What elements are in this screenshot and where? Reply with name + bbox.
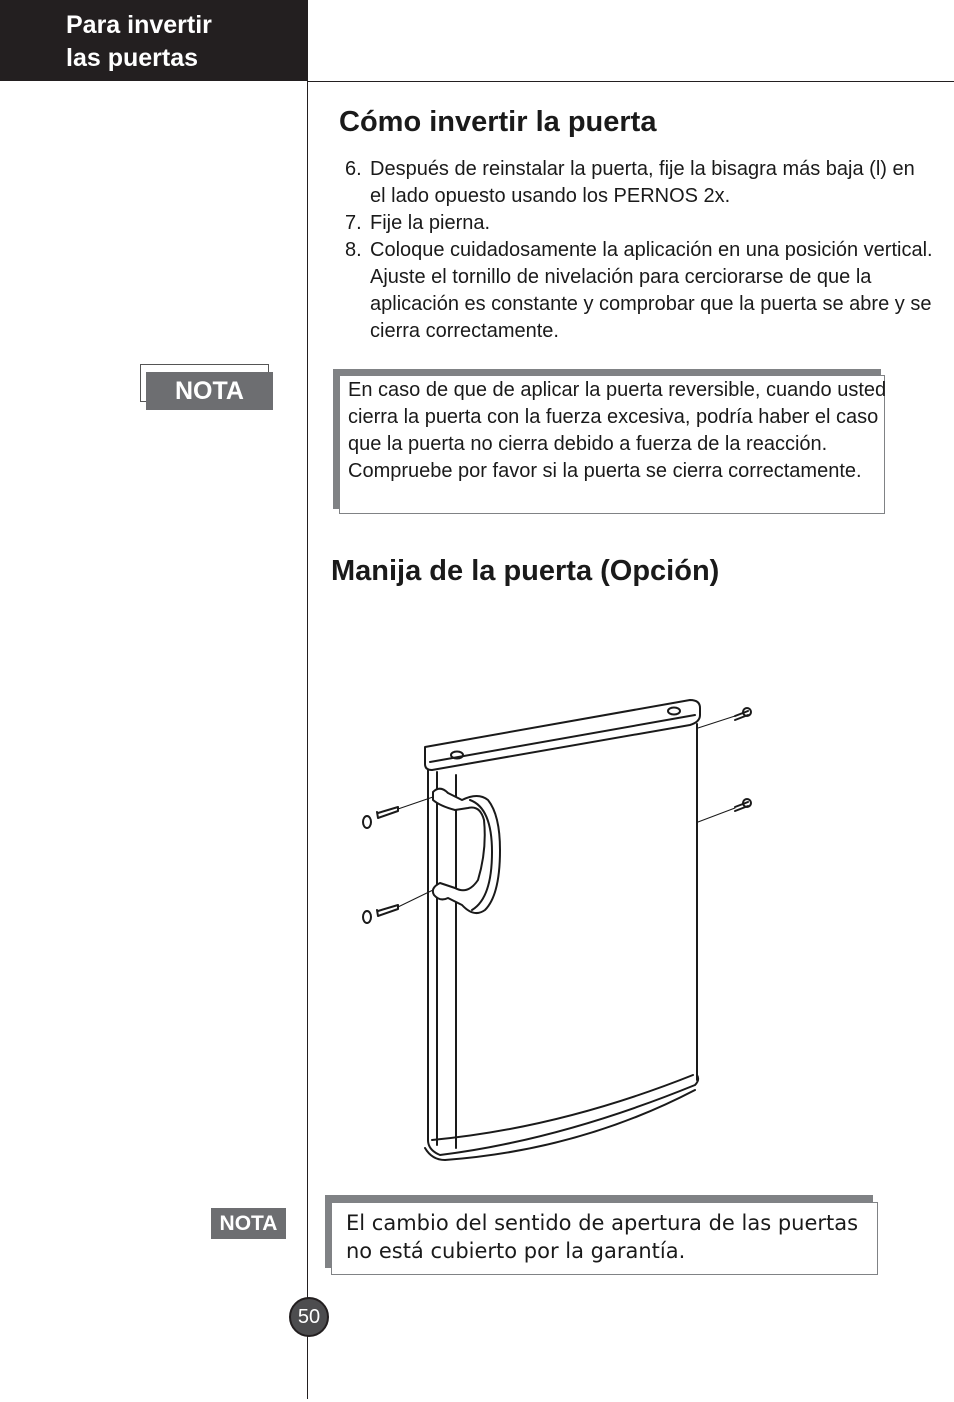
step-item — [345, 210, 935, 237]
margin-rule — [307, 81, 308, 1399]
section-title-line1: Para invertir — [66, 11, 212, 39]
note-label: NOTA — [146, 372, 273, 410]
note-text: En caso de que de aplicar la puerta reversible, cuando usted cierra la puerta con la fuerza excesiva, podría haber el caso que la puerta no cierra debido a fuerza de la reacción. Compruebe por favor si la puerta se cierra correctamente. — [348, 379, 887, 482]
section-header-tab — [0, 0, 308, 81]
step-item — [345, 156, 935, 210]
step-number: 8. — [345, 239, 362, 261]
guide-line-right-bottom — [698, 808, 735, 822]
page-number: 50 — [289, 1297, 329, 1337]
door-body — [428, 724, 697, 1140]
screw-left-bottom — [377, 905, 398, 916]
door-handle — [433, 789, 500, 913]
section-title-line2: las puertas — [66, 44, 199, 72]
door-left-edge — [437, 772, 456, 1148]
steps-list — [345, 156, 935, 345]
washer-left-top — [363, 816, 371, 828]
step-text: Fije la pierna. — [370, 212, 491, 234]
note-label-2: NOTA — [211, 1208, 286, 1239]
guide-line-right-top — [698, 716, 735, 728]
heading-door-handle: Manija de la puerta (Opción) — [331, 555, 720, 587]
header-rule — [308, 81, 954, 82]
door-handle-illustration — [355, 690, 765, 1165]
step-number: 6. — [345, 158, 362, 180]
screw-left-top — [377, 807, 398, 818]
door-bottom — [428, 1075, 698, 1155]
step-text: Coloque cuidadosamente la aplicación en una posición vertical. Ajuste el tornillo de nivelación para cerciorarse de que la aplicación es constante y comprobar que la puerta se abre y se cierra correctamente. — [370, 239, 933, 342]
step-number: 7. — [345, 212, 362, 234]
washer-left-bottom — [363, 911, 371, 923]
heading-invert-door: Cómo invertir la puerta — [339, 106, 657, 138]
step-item — [345, 237, 935, 345]
note-text-2: El cambio del sentido de apertura de las puertas no está cubierto por la garantía. — [346, 1211, 859, 1263]
step-text: Después de reinstalar la puerta, fije la bisagra más baja (l) en el lado opuesto usando los PERNOS 2x. — [370, 158, 915, 207]
door-top-cap — [425, 700, 700, 770]
